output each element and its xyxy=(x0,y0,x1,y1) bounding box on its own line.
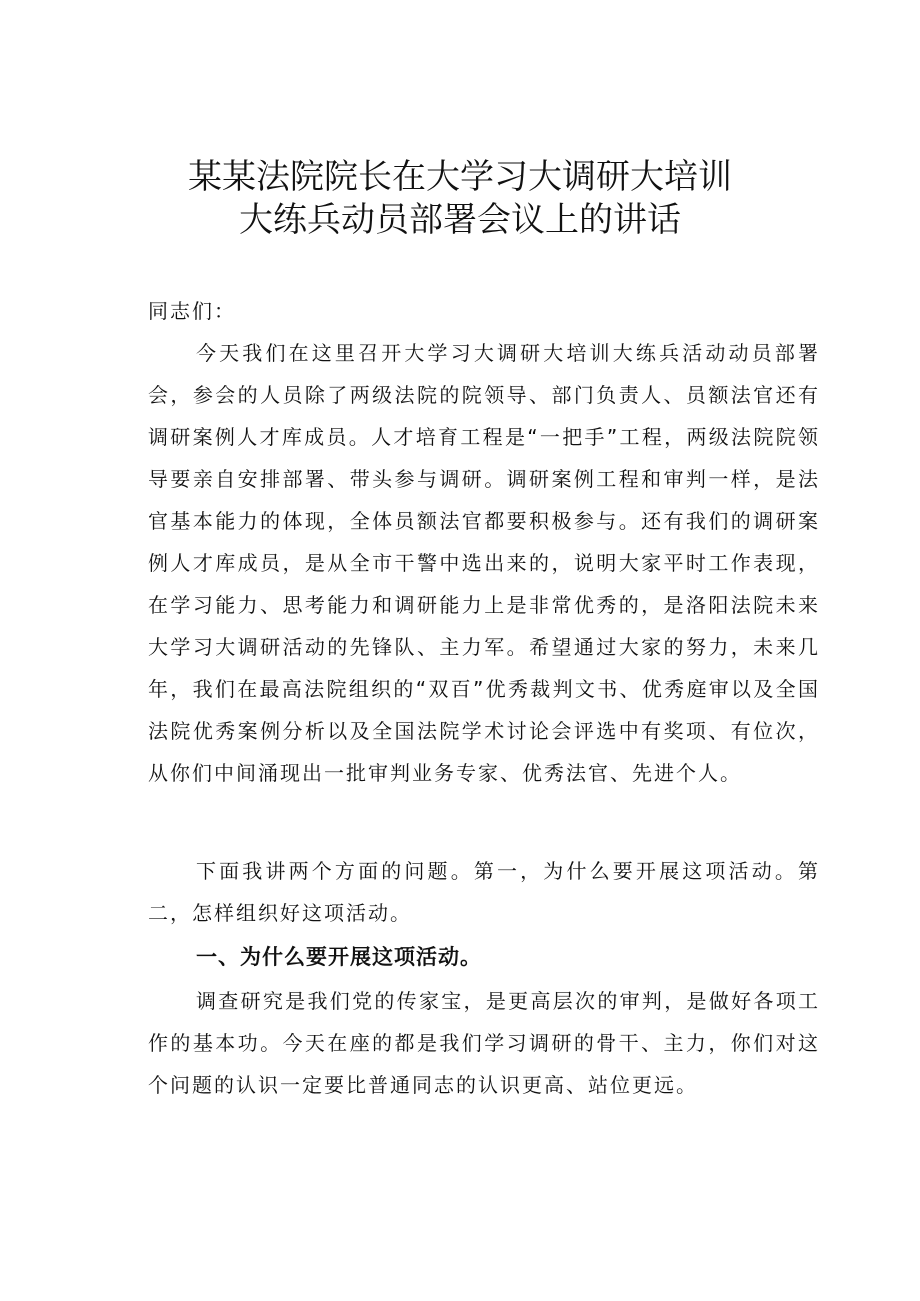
salutation: 同志们： xyxy=(148,299,236,323)
document-title-line-1: 某某法院院长在大学习大调研大培训 xyxy=(188,157,732,197)
paragraph-outline: 下面我讲两个方面的问题。第一，为什么要开展这项活动。第二，怎样组织好这项活动。 xyxy=(148,859,820,925)
document-title-line-2: 大练兵动员部署会议上的讲话 xyxy=(239,200,681,240)
paragraph-why: 调查研究是我们党的传家宝，是更高层次的审判，是做好各项工作的基本功。今天在座的都是我们学习调研的骨干、主力，你们对这个问题的认识一定要比普通同志的认识更高、站位更远。 xyxy=(148,989,820,1097)
section-heading-why: 一、为什么要开展这项活动。 xyxy=(196,945,482,969)
paragraph-opening: 今天我们在这里召开大学习大调研大培训大练兵活动动员部署会，参会的人员除了两级法院的院领导、部门负责人、员额法官还有调研案例人才库成员。人才培育工程是“一把手”工程，两级法院院领导要亲自安排部署、带头参与调研。调研案例工程和审判一样，是法官基本能力的体现，全体员额法官都要积极参与。还有我们的调研案例人才库成员，是从全市干警中选出来的，说明大家平时工作表现，在学习能力、思考能力和调研能力上是非常优秀的，是洛阳法院未来大学习大调研活动的先锋队、主力军。希望通过大家的努力，未来几年，我们在最高法院组织的“双百”优秀裁判文书、优秀庭审以及全国法院优秀案例分析以及全国法院学术讨论会评选中有奖项、有位次，从你们中间涌现出一批审判业务专家、优秀法官、先进个人。 xyxy=(148,341,820,785)
